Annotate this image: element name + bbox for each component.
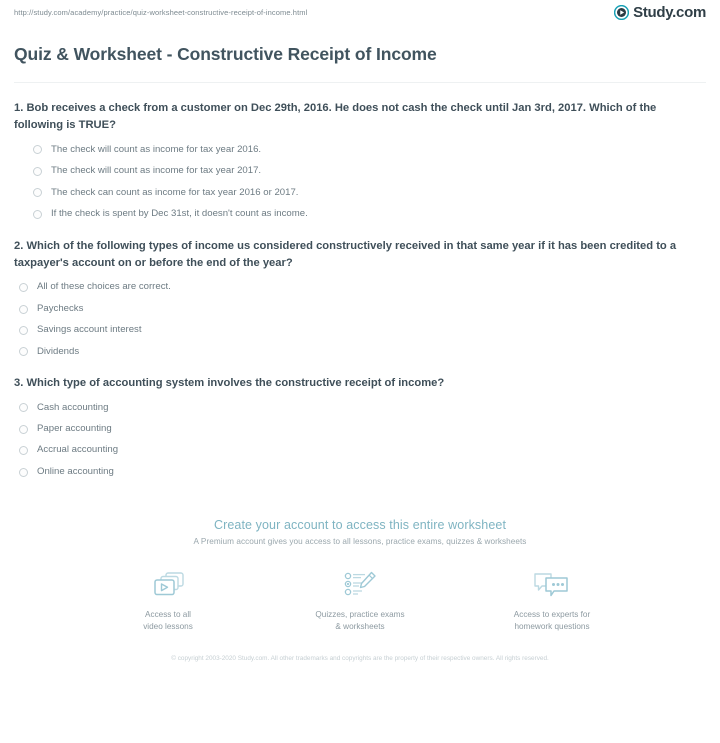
promo-section [0, 518, 720, 633]
question-text: 2. Which of the following types of income us considered constructively received in that same year if it has been credited to a taxpayer's account on or before the end of the year? [14, 239, 677, 269]
create-account-link[interactable]: Create your account to access this entire worksheet [213, 518, 507, 533]
option-label: If the check is spent by Dec 31st, it doesn't count as income. [51, 208, 308, 220]
option-label: Paper accounting [37, 423, 112, 435]
questions-container [0, 100, 720, 478]
option-row[interactable] [14, 423, 706, 435]
question-text: 1. Bob receives a check from a customer on Dec 29th, 2016. He does not cash the check until Jan 3rd, 2017. Which of the following is TRUE? [14, 102, 657, 132]
radio-button-icon[interactable] [19, 446, 28, 455]
option-label: Savings account interest [37, 324, 142, 336]
study-com-logo[interactable] [614, 5, 706, 20]
option-label: Cash accounting [37, 401, 109, 413]
radio-button-icon[interactable] [19, 425, 28, 434]
quiz-worksheet-icon [300, 568, 420, 602]
logo-text: Study.com [633, 4, 706, 21]
feature-expert-help [492, 568, 612, 633]
question-block-1 [14, 100, 706, 221]
radio-button-icon[interactable] [33, 188, 42, 197]
radio-button-icon[interactable] [19, 283, 28, 292]
title-divider [14, 82, 706, 83]
feature-label-line1: Access to all [145, 610, 191, 620]
option-row[interactable] [14, 208, 706, 220]
page-header [0, 0, 720, 30]
copyright-notice: © copyright 2003-2020 Study.com. All other trademarks and copyrights are the property of their respective owners. All rights reserved. [171, 655, 549, 663]
option-row[interactable] [14, 402, 706, 414]
radio-button-icon[interactable] [19, 305, 28, 314]
feature-label-line2: video lessons [143, 622, 193, 632]
feature-label-line2: homework questions [514, 622, 590, 632]
option-row[interactable] [14, 324, 706, 336]
radio-button-icon[interactable] [19, 326, 28, 335]
option-label: Paychecks [37, 302, 84, 314]
radio-button-icon[interactable] [33, 210, 42, 219]
option-label: Accrual accounting [37, 444, 119, 456]
radio-button-icon[interactable] [19, 403, 28, 412]
option-label: The check will count as income for tax year 2017. [51, 165, 262, 177]
feature-label [300, 609, 420, 633]
feature-label [492, 609, 612, 633]
feature-quizzes-worksheets [300, 568, 420, 633]
title-section [0, 44, 720, 83]
option-row[interactable] [14, 187, 706, 199]
option-row[interactable] [14, 144, 706, 156]
option-label: The check can count as income for tax year 2016 or 2017. [51, 186, 299, 198]
option-row[interactable] [14, 346, 706, 358]
option-row[interactable] [14, 444, 706, 456]
options-list [14, 144, 706, 221]
question-block-3 [14, 375, 706, 478]
feature-label-line1: Quizzes, practice exams [315, 610, 405, 620]
radio-button-icon[interactable] [33, 167, 42, 176]
page-title: Quiz & Worksheet - Constructive Receipt of Income [14, 44, 437, 64]
options-list [14, 281, 706, 358]
features-row [14, 568, 706, 633]
question-block-2 [14, 238, 706, 359]
option-label: All of these choices are correct. [37, 281, 171, 293]
promo-subtext: A Premium account gives you access to all lessons, practice exams, quizzes & worksheets [193, 537, 527, 547]
option-label: Online accounting [37, 465, 114, 477]
question-text: 3. Which type of accounting system involves the constructive receipt of income? [14, 377, 445, 390]
radio-button-icon[interactable] [33, 145, 42, 154]
radio-button-icon[interactable] [19, 347, 28, 356]
option-row[interactable] [14, 303, 706, 315]
chat-experts-icon [492, 568, 612, 602]
feature-label [108, 609, 228, 633]
page-url: http://study.com/academy/practice/quiz-worksheet-constructive-receipt-of-income.html [14, 8, 308, 17]
feature-video-lessons [108, 568, 228, 633]
option-label: Dividends [37, 345, 80, 357]
option-row[interactable] [14, 466, 706, 478]
play-circle-icon [614, 5, 629, 20]
feature-label-line1: Access to experts for [513, 610, 591, 620]
option-row[interactable] [14, 281, 706, 293]
radio-button-icon[interactable] [19, 468, 28, 477]
video-lessons-icon [108, 568, 228, 602]
option-label: The check will count as income for tax year 2016. [51, 143, 262, 155]
options-list [14, 402, 706, 479]
feature-label-line2: & worksheets [335, 622, 385, 632]
option-row[interactable] [14, 165, 706, 177]
